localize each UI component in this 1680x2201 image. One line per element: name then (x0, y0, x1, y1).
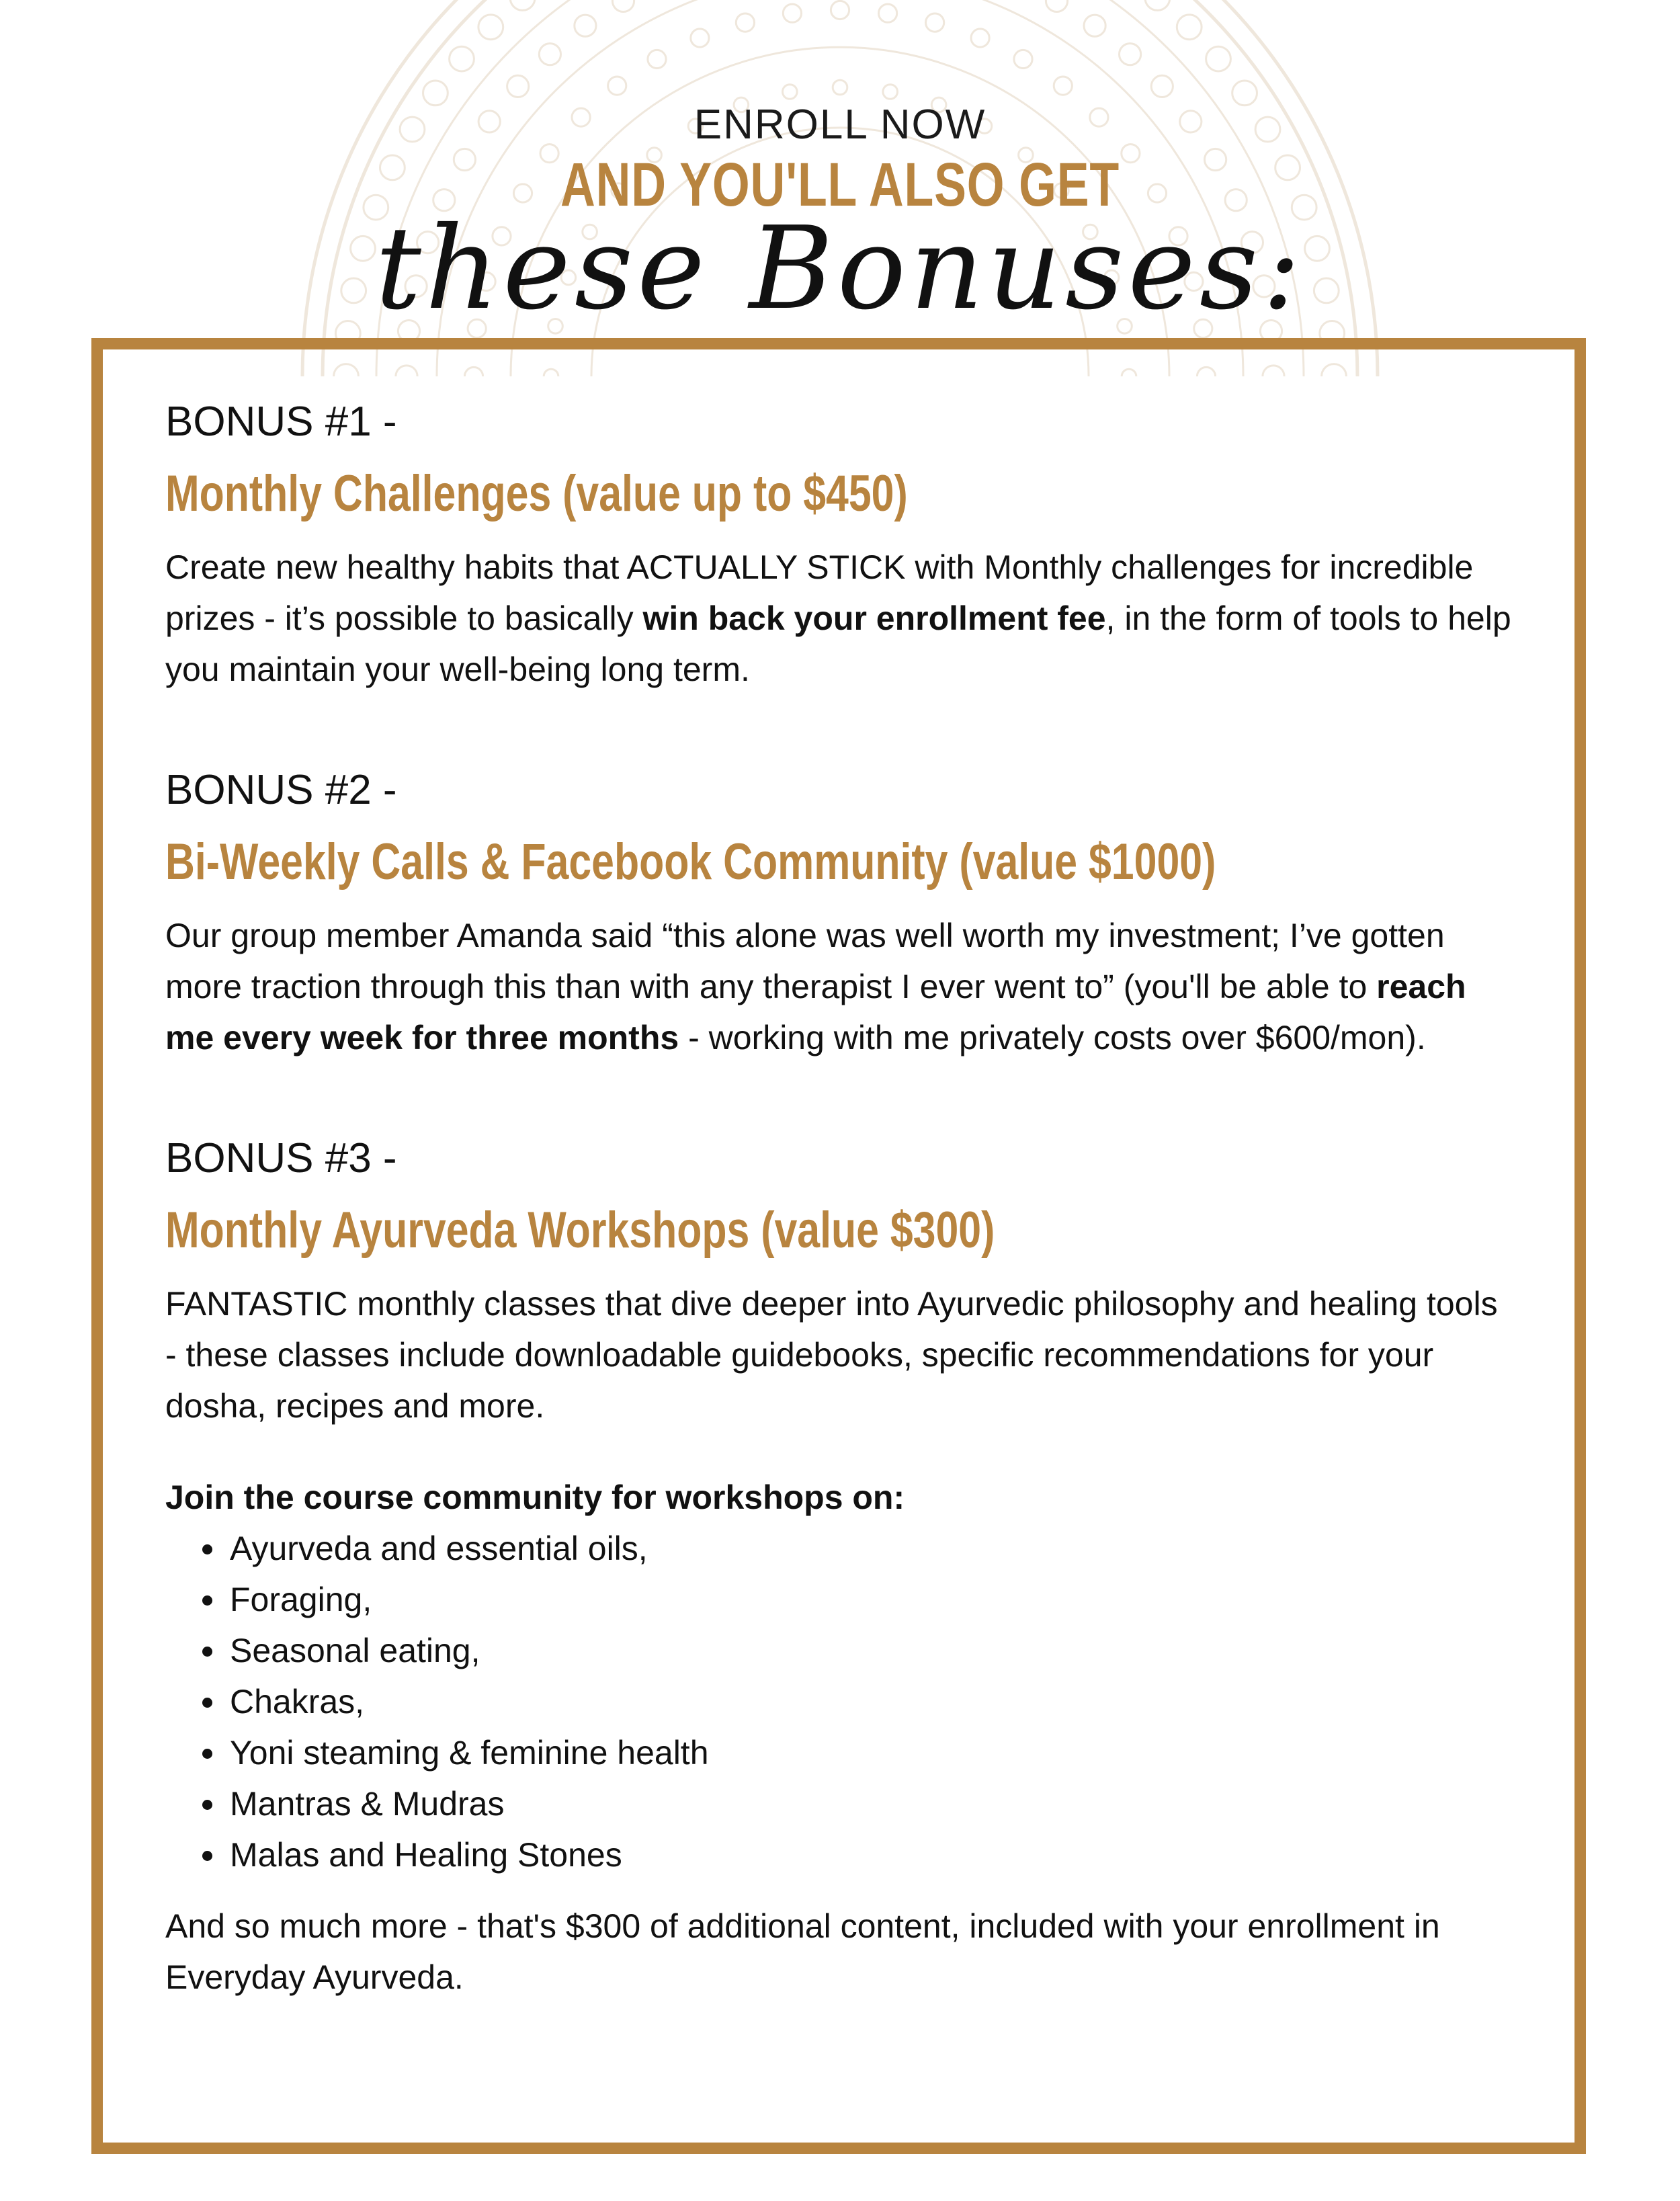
bonus-content (165, 397, 1516, 2003)
list-item: • Seasonal eating, (227, 1625, 1516, 1676)
bonus-2-section (165, 765, 1516, 1063)
enroll-now-kicker: ENROLL NOW (694, 101, 986, 148)
workshops-list-title: Join the course community for workshops on: (165, 1479, 905, 1516)
bonus-2-body-text: Our group member Amanda said “this alone was well worth my investment; I’ve gotten more traction through this than with any therapist I ever went to” (you'll be able to (165, 917, 1445, 1005)
mandala-petal (879, 4, 897, 22)
mandala-petal (783, 4, 801, 22)
mandala-petal (450, 46, 474, 71)
mandala-petal (926, 13, 944, 32)
mandala-petal (1084, 15, 1105, 36)
bonus-3-title: Monthly Ayurveda Workshops (value $300) (165, 1202, 995, 1259)
bonus-2-body-text-end: - working with me privately costs over $600/mon). (679, 1019, 1426, 1056)
bonus-1-body-highlight: win back your enrollment fee (642, 599, 1106, 637)
mandala-petal (833, 80, 847, 95)
mandala-petal (736, 13, 754, 32)
mandala-petal (691, 29, 709, 47)
list-item: • Yoni steaming & feminine health (227, 1727, 1516, 1778)
mandala-petal (1054, 77, 1072, 95)
bonus-1-body (165, 542, 1516, 695)
mandala-petal (612, 0, 634, 12)
list-item: • Malas and Healing Stones (227, 1829, 1516, 1880)
mandala-petal (608, 77, 626, 95)
mandala-petal (1046, 0, 1067, 12)
mandala-petal (539, 44, 560, 65)
bonus-2-body (165, 910, 1516, 1063)
bonus-3-body: FANTASTIC monthly classes that dive deeper into Ayurvedic philosophy and healing tools - these classes include downloadable guidebooks, specific recommendations for your dosha, recipes and more. (165, 1285, 1498, 1425)
mandala-petal (1177, 15, 1202, 40)
mandala-petal (883, 85, 898, 99)
mandala-petal (507, 75, 529, 97)
bonus-2-title: Bi-Weekly Calls & Facebook Community (value $1000) (165, 833, 1216, 890)
mandala-petal (971, 29, 989, 47)
bonus-3-section (165, 1133, 1516, 1431)
bonus-1-label: BONUS #1 - (165, 399, 397, 445)
bonus-1-body-text: Create new healthy habits that ACTUALLY STICK with Monthly challenges for incredible prizes - it’s possible to basically (165, 548, 1474, 637)
script-title: these Bonuses: (375, 202, 1305, 335)
mandala-petal (1151, 75, 1173, 97)
bonus-1-section (165, 397, 1516, 695)
mandala-petal (783, 85, 798, 99)
mandala-petal (1014, 50, 1032, 68)
closing-text: And so much more - that's $300 of additional content, included with your enrollment in Everyday Ayurveda. (165, 1907, 1440, 1996)
mandala-petal (648, 50, 666, 68)
mandala-petal (1120, 44, 1141, 65)
list-item: • Foraging, (227, 1574, 1516, 1625)
mandala-petal (510, 0, 535, 10)
mandala-petal (478, 15, 503, 40)
bonus-1-body-text-end: , in the form of tools to help you maintain your well-being long term. (165, 599, 1511, 688)
bonus-headline: AND YOU'LL ALSO GET (560, 151, 1120, 219)
list-item: • Chakras, (227, 1676, 1516, 1727)
mandala-petal (575, 15, 596, 36)
list-item: • Mantras & Mudras (227, 1778, 1516, 1829)
mandala-petal (1206, 46, 1231, 71)
bonus-1-title: Monthly Challenges (value up to $450) (165, 465, 908, 522)
bonus-2-body-highlight: reach me every week for three months (165, 968, 1466, 1056)
list-item: • Ayurveda and essential oils, (227, 1523, 1516, 1574)
mandala-petal (831, 1, 849, 19)
bonus-3-label: BONUS #3 - (165, 1135, 397, 1181)
mandala-petal (1145, 0, 1170, 10)
bonus-2-label: BONUS #2 - (165, 767, 397, 813)
workshop-topics-list (165, 1523, 1516, 1880)
